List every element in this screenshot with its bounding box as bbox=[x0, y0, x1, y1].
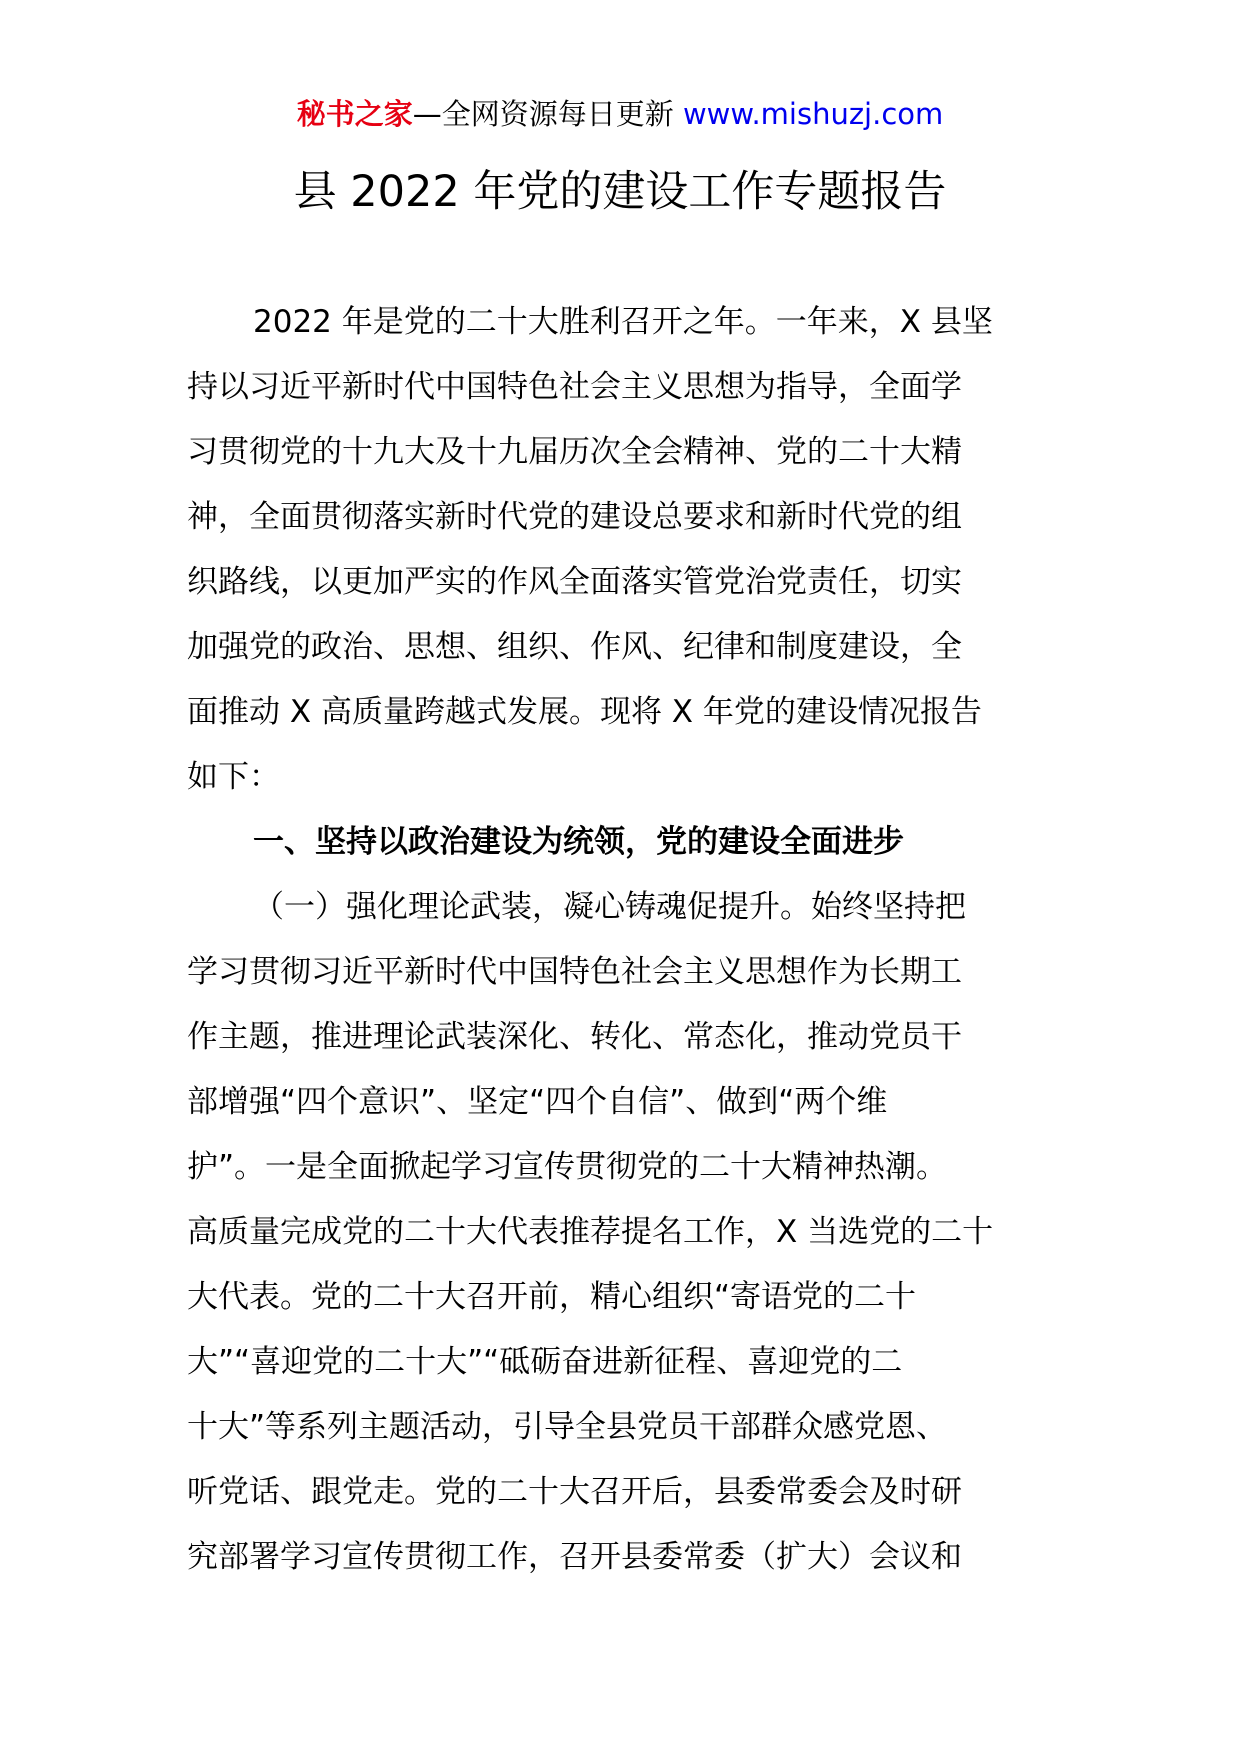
paragraph-line: 持以习近平新时代中国特色社会主义思想为指导，全面学 bbox=[187, 369, 962, 405]
paragraph-line: 究部署学习宣传贯彻工作，召开县委常委（扩大）会议和 bbox=[187, 1539, 962, 1575]
document-body bbox=[187, 290, 1053, 1590]
paragraph-line: 部增强“四个意识”、坚定“四个自信”、做到“两个维 bbox=[187, 1084, 888, 1120]
document-title: 县 2022 年党的建设工作专题报告 bbox=[293, 167, 947, 217]
section-heading: 一、坚持以政治建设为统领，党的建设全面进步 bbox=[253, 824, 904, 860]
paragraph-line: （一）强化理论武装，凝心铸魂促提升。始终坚持把 bbox=[253, 889, 966, 925]
paragraph-line: 如下： bbox=[187, 759, 280, 795]
paragraph-line: 面推动 X 高质量跨越式发展。现将 X 年党的建设情况报告 bbox=[187, 694, 982, 730]
header-slogan: —全网资源每日更新 bbox=[412, 97, 674, 131]
paragraph-line: 学习贯彻习近平新时代中国特色社会主义思想作为长期工 bbox=[187, 954, 962, 990]
paragraph-line: 神，全面贯彻落实新时代党的建设总要求和新时代党的组 bbox=[187, 499, 962, 535]
paragraph-line: 听党话、跟党走。党的二十大召开后，县委常委会及时研 bbox=[187, 1474, 962, 1510]
paragraph-line: 高质量完成党的二十大代表推荐提名工作，X 当选党的二十 bbox=[187, 1214, 994, 1250]
paragraph-line: 习贯彻党的十九大及十九届历次全会精神、党的二十大精 bbox=[187, 434, 962, 470]
paragraph-line: 大”“喜迎党的二十大”“砥砺奋进新征程、喜迎党的二 bbox=[187, 1344, 903, 1380]
site-header bbox=[0, 96, 1240, 132]
paragraph-line: 十大”等系列主题活动，引导全县党员干部群众感党恩、 bbox=[187, 1409, 948, 1445]
paragraph-line: 大代表。党的二十大召开前，精心组织“寄语党的二十 bbox=[187, 1279, 917, 1315]
paragraph-line: 2022 年是党的二十大胜利召开之年。一年来，X 县坚 bbox=[253, 304, 993, 340]
paragraph-line: 加强党的政治、思想、组织、作风、纪律和制度建设，全 bbox=[187, 629, 962, 665]
paragraph-line: 织路线，以更加严实的作风全面落实管党治党责任，切实 bbox=[187, 564, 962, 600]
site-link[interactable]: www.mishuzj.com bbox=[682, 97, 944, 131]
paragraph-line: 作主题，推进理论武装深化、转化、常态化，推动党员干 bbox=[187, 1019, 962, 1055]
brand-name: 秘书之家 bbox=[296, 97, 413, 131]
paragraph-line: 护”。一是全面掀起学习宣传贯彻党的二十大精神热潮。 bbox=[187, 1149, 948, 1185]
